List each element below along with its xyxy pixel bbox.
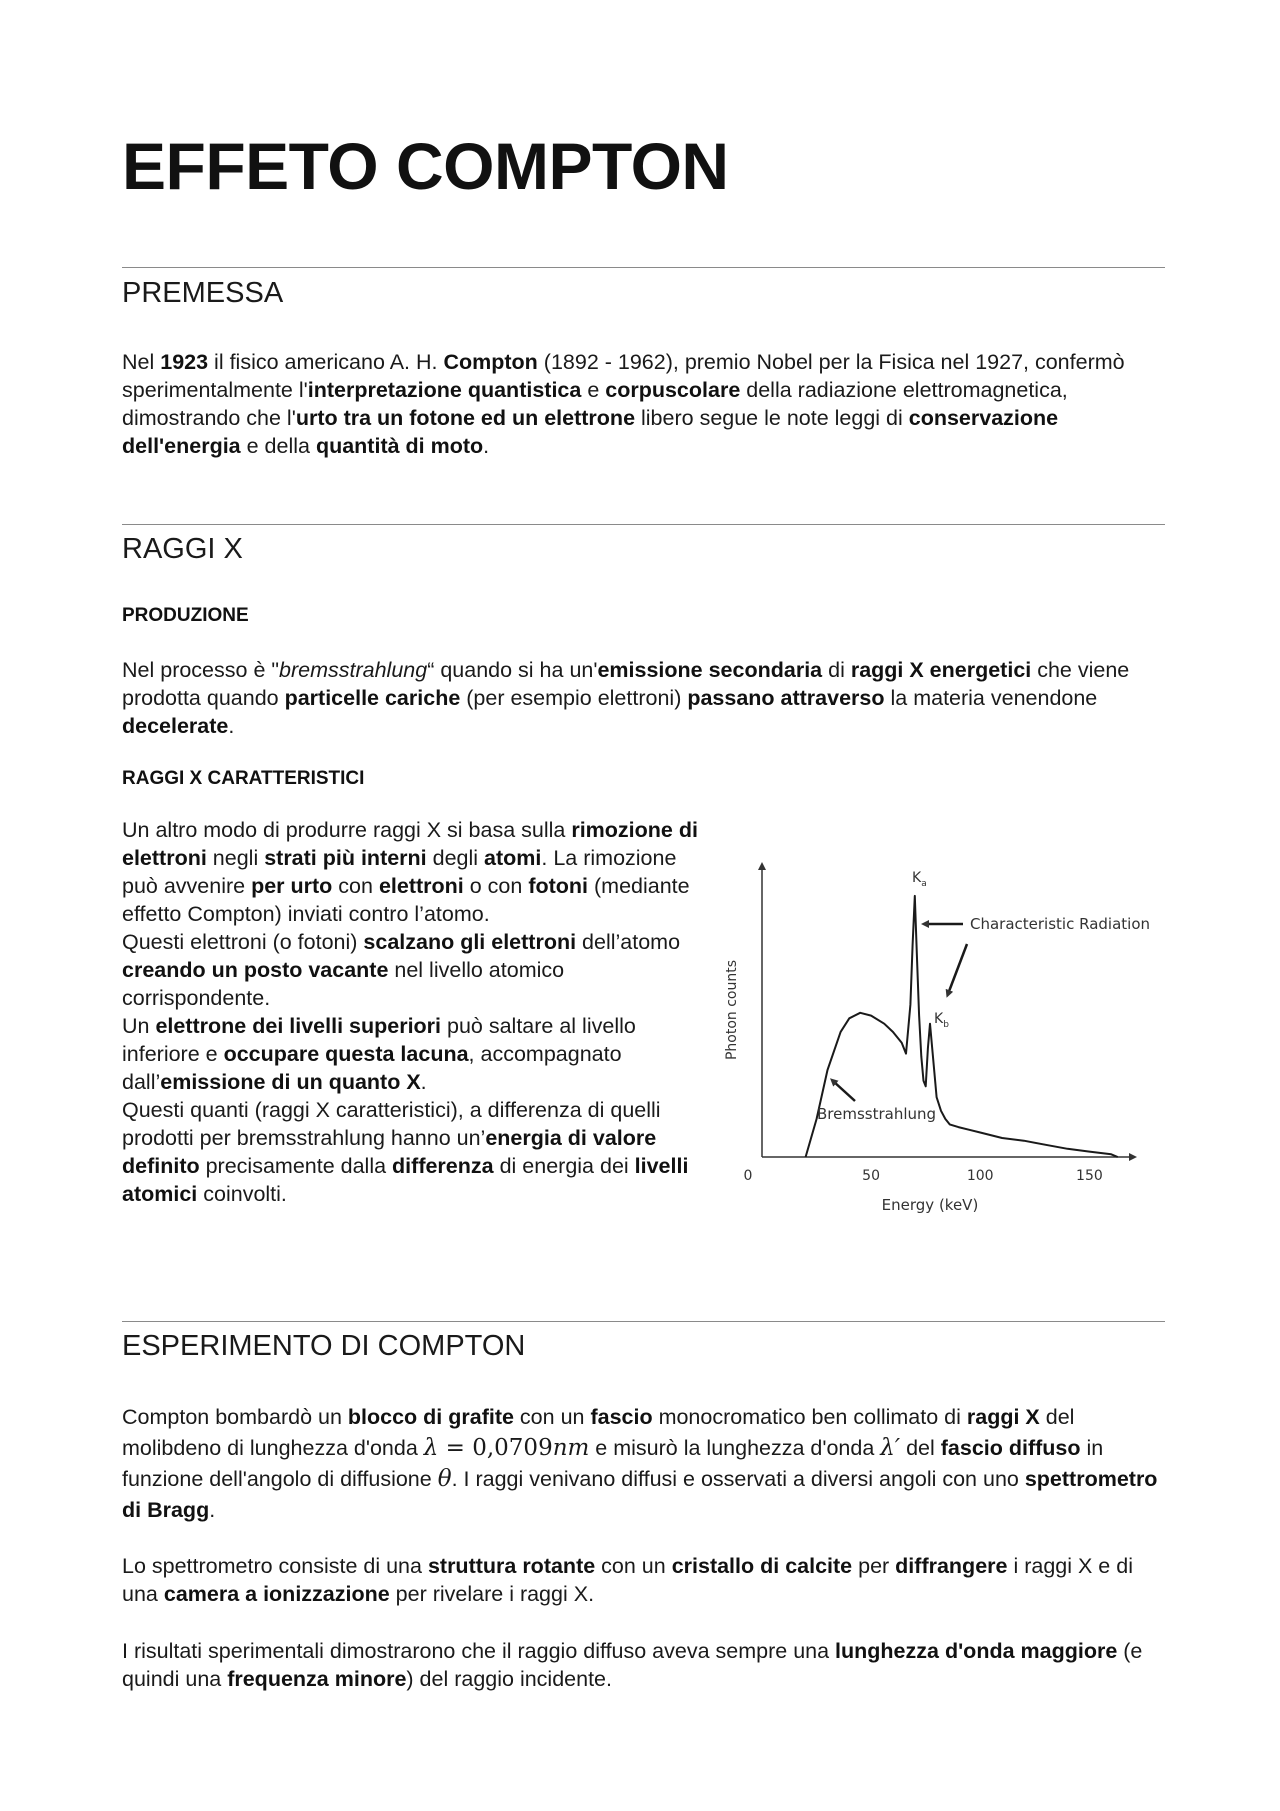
esperimento-paragraph-3: I risultati sperimentali dimostrarono che il raggio diffuso aveva sempre una lunghezza d'onda maggiore (e quindi una frequenza minore) del raggio incidente. — [122, 1639, 1143, 1691]
x-tick-label: 100 — [966, 1168, 994, 1184]
section-heading-raggi-x: RAGGI X — [122, 533, 243, 565]
section-heading-premessa: PREMESSA — [122, 277, 284, 309]
math-theta: θ — [437, 1466, 452, 1492]
esperimento-paragraph-1: Compton bombardò un blocco di grafite con un fascio monocromatico ben collimato di raggi X del molibdeno di lunghezza d'onda λ = 0,0709nm e misurò la lunghezza d'onda λ′ del fascio diffuso in funzione dell'angolo di diffusione θ. I raggi venivano diffusi e osservati a diversi angoli con uno spettrometro di Bragg. — [122, 1405, 1158, 1522]
produzione-paragraph: Nel processo è "bremsstrahlung“ quando si ha un'emissione secondaria di raggi X energetici che viene prodotta quando particelle cariche (per esempio elettroni) passano attraverso la materia venendone decelerate. — [122, 658, 1130, 738]
x-tick-label: 150 — [1076, 1168, 1103, 1184]
x-tick-label: 0 — [743, 1168, 753, 1184]
premessa-paragraph: Nel 1923 il fisico americano A. H. Compton (1892 - 1962), premio Nobel per la Fisica nel 1927, confermò sperimentalmente l'interpretazione quantistica e corpuscolare della radiazione elettromagnetica, dimostrando che l'urto tra un fotone ed un elettrone libero segue le note leggi di conservazione dell'energia e della quantità di moto. — [122, 350, 1125, 458]
annotation-ka: $K_a$ — [912, 870, 927, 889]
esperimento-paragraph-2: Lo spettrometro consiste di una struttura rotante con un cristallo di calcite per diffrangere i raggi X e di una camera a ionizzazione per rivelare i raggi X. — [122, 1554, 1133, 1606]
y-axis-label: Photon counts — [724, 959, 740, 1061]
subheading-raggi-x-caratteristici: RAGGI X CARATTERISTICI — [122, 768, 365, 789]
section-divider — [122, 267, 1165, 268]
annotation-kb: $K_b$ — [934, 1011, 949, 1030]
caratteristici-paragraph: Un altro modo di produrre raggi X si basa sulla rimozione di elettroni negli strati più interni degli atomi. La rimozione può avvenire per urto con elettroni o con fotoni (mediante effetto Compton) inviati contro l’atomo. Questi elettroni (o fotoni) scalzano gli elettroni dell’atomo creando un posto vacante nel livello atomico corrispondente. Un elettrone dei livelli superiori può saltare al livello inferiore e occupare questa lacuna, accompagnato dall’emissione di un quanto X. Questi quanti (raggi X caratteristici), a differenza di quelli prodotti per bremsstrahlung hanno un’energia di valore definito precisamente dalla differenza di energia dei livelli atomici coinvolti. — [122, 818, 698, 1206]
annotation-characteristic-radiation: Characteristic Radiation — [970, 915, 1150, 933]
section-heading-esperimento: ESPERIMENTO DI COMPTON — [122, 1330, 526, 1362]
arrow-characteristic-radiation-kb — [948, 944, 967, 994]
math-lambda: λ — [423, 1435, 439, 1461]
subheading-produzione: PRODUZIONE — [122, 605, 249, 626]
xray-spectrum-chart — [715, 855, 1185, 1225]
annotation-bremsstrahlung: Bremsstrahlung — [817, 1105, 937, 1123]
section-divider — [122, 1321, 1165, 1322]
math-lambda-prime: λ′ — [880, 1435, 901, 1461]
arrow-bremsstrahlung — [833, 1081, 855, 1101]
page-title: EFFETO COMPTON — [122, 129, 729, 203]
x-axis-label: Energy (keV) — [881, 1196, 979, 1214]
x-tick-label: 50 — [862, 1168, 881, 1184]
section-divider — [122, 524, 1165, 525]
